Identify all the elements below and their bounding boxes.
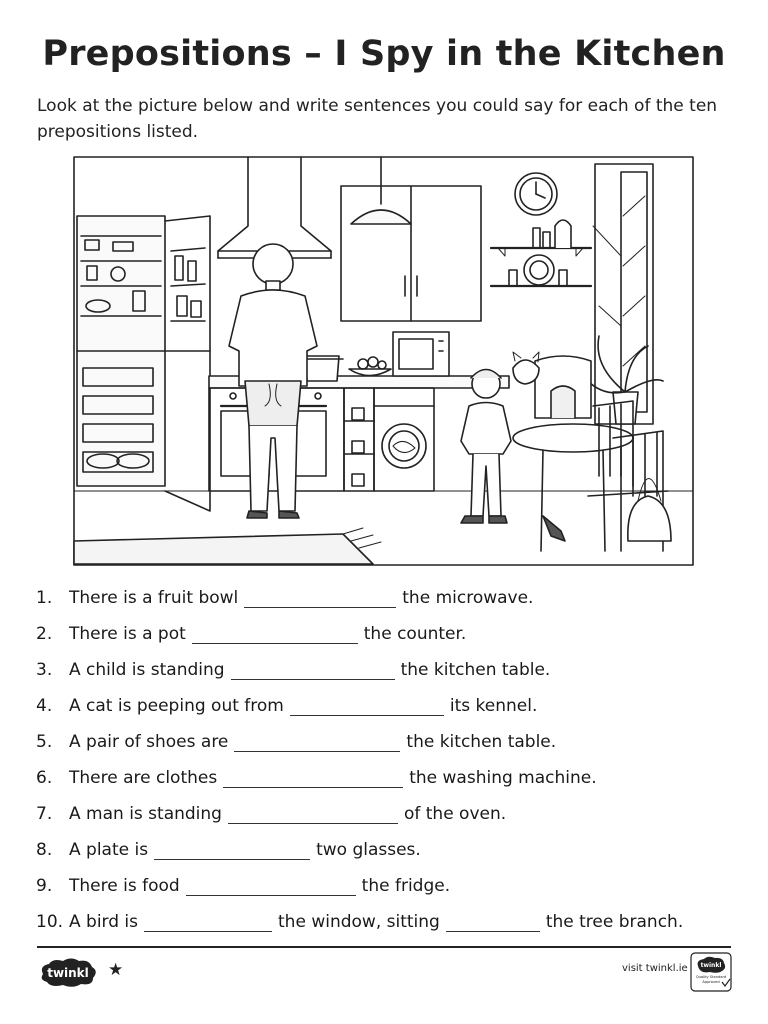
question-2 <box>36 616 736 652</box>
question-1 <box>36 580 736 616</box>
question-text-after: the counter. <box>363 624 467 644</box>
question-number: 3. <box>36 660 53 680</box>
question-text-after: the tree branch. <box>545 912 684 932</box>
question-text-before: A bird is <box>69 912 139 932</box>
question-text-before: A plate is <box>69 840 149 860</box>
question-number: 7. <box>36 804 53 824</box>
question-7 <box>36 796 736 832</box>
quality-badge <box>690 952 732 992</box>
instructions: Look at the picture below and write sentences you could say for each of the ten prepositions listed. <box>37 96 718 142</box>
question-text-before: A child is standing <box>69 660 225 680</box>
page-title: Prepositions – I Spy in the Kitchen <box>42 34 726 74</box>
question-5 <box>36 724 736 760</box>
question-text-before: There is a fruit bowl <box>69 588 239 608</box>
question-number: 9. <box>36 876 53 896</box>
question-text-before: There are clothes <box>69 768 218 788</box>
question-text-before: There is a pot <box>69 624 186 644</box>
answer-blank[interactable] <box>223 769 403 788</box>
answer-blank[interactable] <box>192 625 358 644</box>
star-icon: ★ <box>108 960 124 980</box>
question-number: 2. <box>36 624 53 644</box>
question-text-after: the kitchen table. <box>406 732 557 752</box>
question-text-after: of the oven. <box>403 804 507 824</box>
answer-blank[interactable] <box>186 877 356 896</box>
question-10 <box>36 904 736 940</box>
badge-brand: twinkl <box>700 962 722 969</box>
answer-blank[interactable] <box>231 661 395 680</box>
badge-caption: Quality Standard Approved <box>695 975 727 984</box>
question-text-before: A cat is peeping out from <box>69 696 284 716</box>
question-9 <box>36 868 736 904</box>
question-text-before: A pair of shoes are <box>69 732 229 752</box>
kitchen-illustration <box>73 156 694 566</box>
question-text-before: There is food <box>69 876 180 896</box>
answer-blank[interactable] <box>446 913 540 932</box>
answer-blank[interactable] <box>290 697 444 716</box>
question-8 <box>36 832 736 868</box>
answer-blank[interactable] <box>244 589 396 608</box>
answer-blank[interactable] <box>234 733 400 752</box>
question-number: 5. <box>36 732 53 752</box>
question-text-after: the kitchen table. <box>400 660 551 680</box>
question-number: 10. <box>36 912 64 932</box>
question-list <box>36 580 736 940</box>
answer-blank[interactable] <box>154 841 310 860</box>
question-text-after: two glasses. <box>316 840 421 860</box>
question-number: 6. <box>36 768 53 788</box>
question-number: 4. <box>36 696 53 716</box>
twinkl-logo <box>37 956 99 988</box>
question-text-after: its kennel. <box>449 696 538 716</box>
question-6 <box>36 760 736 796</box>
question-text-before: A man is standing <box>69 804 222 824</box>
answer-blank[interactable] <box>144 913 272 932</box>
question-text-after: the fridge. <box>361 876 451 896</box>
question-number: 1. <box>36 588 53 608</box>
footer-divider <box>37 946 731 948</box>
visit-link[interactable]: visit twinkl.ie <box>622 963 688 974</box>
answer-blank[interactable] <box>228 805 398 824</box>
question-4 <box>36 688 736 724</box>
question-text-middle: the window, sitting <box>278 912 440 932</box>
question-3 <box>36 652 736 688</box>
logo-text: twinkl <box>47 966 89 980</box>
question-number: 8. <box>36 840 53 860</box>
question-text-after: the washing machine. <box>409 768 597 788</box>
question-text-after: the microwave. <box>402 588 534 608</box>
